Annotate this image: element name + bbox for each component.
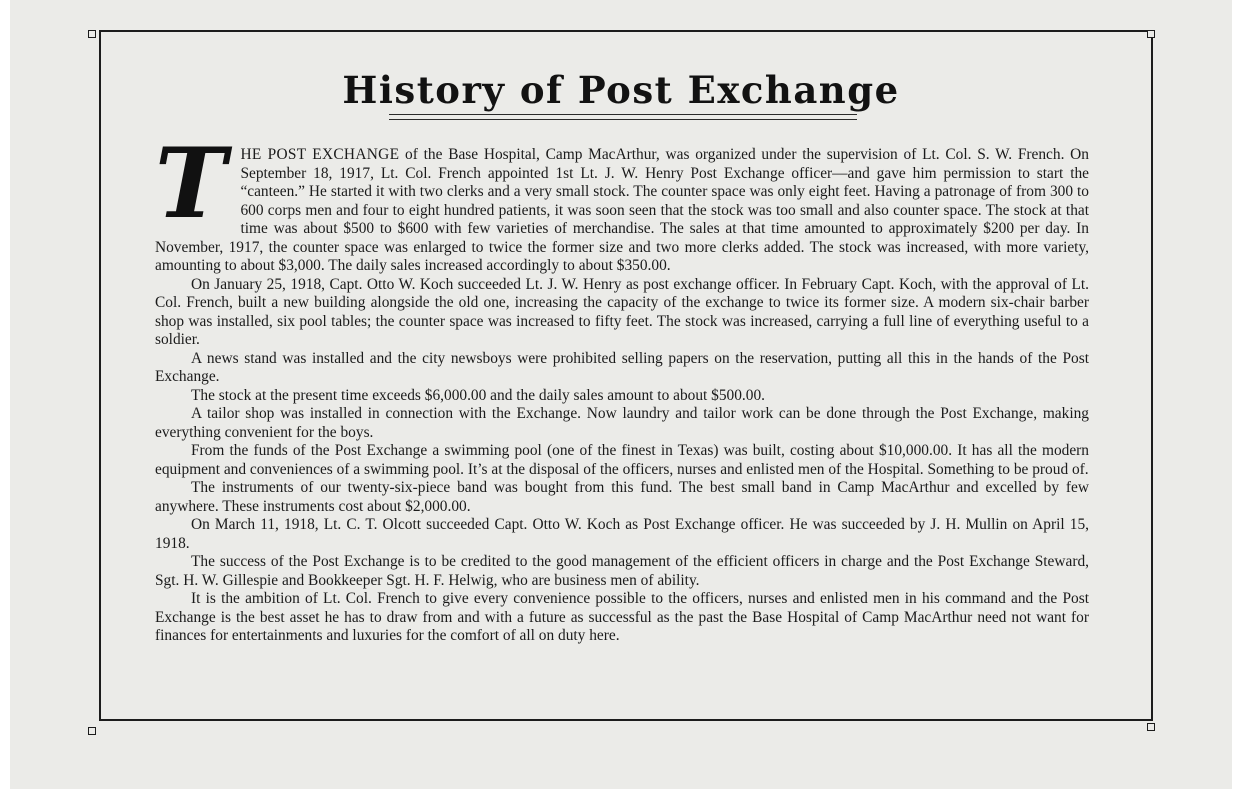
title-underline-rule-second — [389, 119, 857, 120]
page-sheet — [10, 0, 1232, 789]
title-underline-rule — [389, 114, 857, 115]
paragraph-5: A tailor shop was installed in connection with the Exchange. Now laundry and tailor work can be done through the Post Exchange, making everything convenient for the boys. — [155, 405, 1089, 441]
page-title: History of Post Exchange — [342, 68, 900, 112]
paragraph-9: The success of the Post Exchange is to be credited to the good management of the efficient officers in charge and the Post Exchange Steward, Sgt. H. W. Gillespie and Bookkeeper Sgt. H. F. Helwig, who are business men of ability. — [155, 553, 1089, 589]
corner-ornament-top-left — [88, 30, 96, 38]
paragraph-1 — [155, 127, 1089, 276]
paragraph-10: It is the ambition of Lt. Col. French to give every convenience possible to the officers, nurses and enlisted men in his command and the Post Exchange is the best asset he has to draw from and with a future as successful as the past the Base Hospital of Camp MacArthur need not want for finances for entertainments and luxuries for the comfort of all on duty here. — [155, 590, 1089, 644]
article-body — [155, 127, 1089, 646]
paragraph-6: From the funds of the Post Exchange a swimming pool (one of the finest in Texas) was built, costing about $10,000.00. It has all the modern equipment and conveniences of a swimming pool. It’s at the disposal of the officers, nurses and enlisted men of the Hospital. Something to be proud of. — [155, 442, 1089, 478]
paragraph-2: On January 25, 1918, Capt. Otto W. Koch succeeded Lt. J. W. Henry as post exchange officer. In February Capt. Koch, with the approval of Lt. Col. French, built a new building alongside the old one, increasing the capacity of the exchange to twice its former size. A modern six-chair barber shop was installed, six pool tables; the counter space was increased to fifty feet. The stock was increased, carrying a full line of everything useful to a soldier. — [155, 275, 1089, 348]
corner-ornament-bottom-left — [88, 727, 96, 735]
corner-ornament-bottom-right — [1147, 723, 1155, 731]
lead-first-words: HE POST EXCHANGE — [240, 146, 400, 163]
drop-cap: T — [155, 127, 227, 240]
paragraph-4: The stock at the present time exceeds $6,000.00 and the daily sales amount to about $500.00. — [191, 386, 766, 404]
paragraph-3: A news stand was installed and the city newsboys were prohibited selling papers on the reservation, putting all this in the hands of the Post Exchange. — [155, 349, 1089, 385]
paragraph-7: The instruments of our twenty-six-piece band was bought from this fund. The best small band in Camp MacArthur and excelled by few anywhere. These instruments cost about $2,000.00. — [155, 479, 1089, 515]
paragraph-8: On March 11, 1918, Lt. C. T. Olcott succeeded Capt. Otto W. Koch as Post Exchange officer. He was succeeded by J. H. Mullin on April 15, 1918. — [155, 516, 1089, 552]
corner-ornament-top-right — [1147, 30, 1155, 38]
paragraph-1-text: of the Base Hospital, Camp MacArthur, was organized under the supervision of Lt. Col. S. W. French. On September 18, 1917, Lt. Col. French appointed 1st Lt. J. W. Henry Post Exchange officer—and gave him permission to start the “canteen.” He started it with two clerks and a very small stock. The counter space was only eight feet. Having a patronage of from 300 to 600 corps men and four to eight hundred patients, it was soon seen that the stock was too small and also counter space. The stock at that time was about $500 to $600 with few varieties of merchandise. The sales at that time amounted to approximately $200 per day. In November, 1917, the counter space was enlarged to twice the former size and two more clerks added. The stock was increased, with more variety, amounting to about $3,000. The daily sales increased accordingly to about $350.00. — [155, 146, 1089, 274]
